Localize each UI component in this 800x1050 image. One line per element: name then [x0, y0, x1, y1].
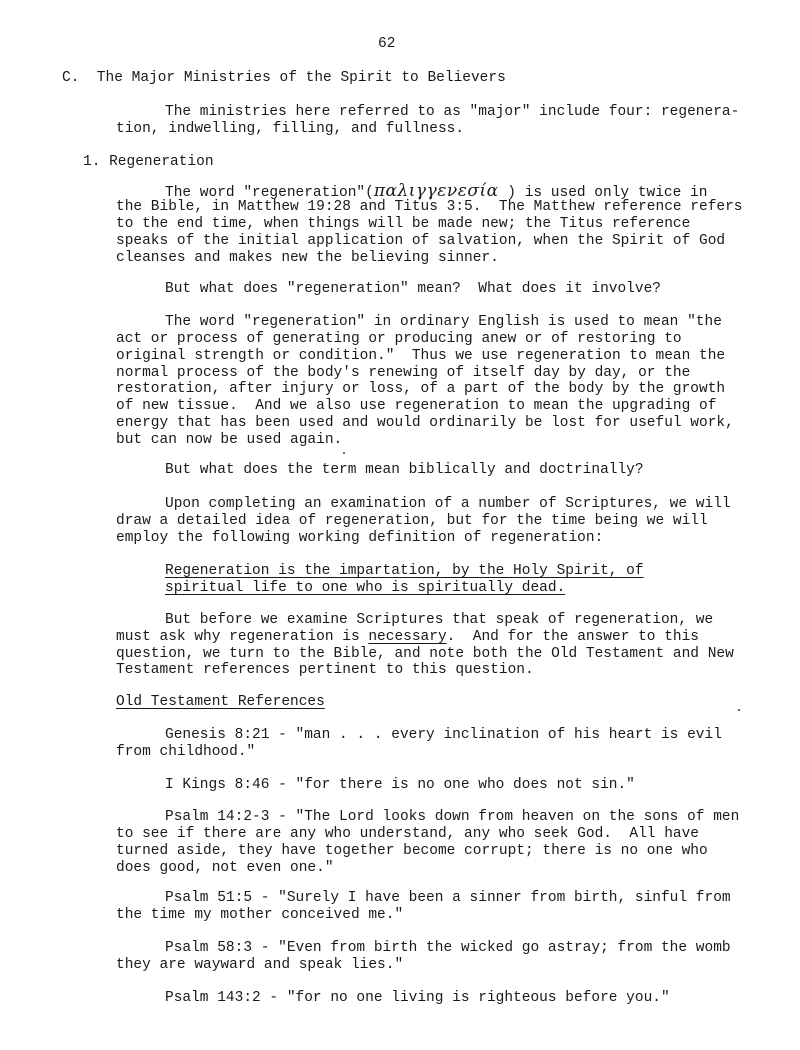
paragraph-word-line-4: speaks of the initial application of salvation, when the Spirit of God	[116, 233, 726, 249]
ref-psalm14-line-2: to see if there are any who understand, any who seek God. All have	[116, 826, 699, 842]
paragraph-upon-line-3: employ the following working definition of regeneration:	[116, 530, 604, 546]
ref-psalm143: Psalm 143:2 - "for no one living is righteous before you."	[165, 990, 670, 1006]
paragraph-before-line-2	[116, 629, 699, 645]
paragraph-upon-line-1: Upon completing an examination of a number of Scriptures, we will	[165, 496, 731, 512]
definition-line-1: Regeneration is the impartation, by the Holy Spirit, of	[165, 563, 644, 579]
paragraph-english-line-1: The word "regeneration" in ordinary English is used to mean "the	[165, 314, 722, 330]
paragraph-word-line-2: the Bible, in Matthew 19:28 and Titus 3:5. The Matthew reference refers	[116, 199, 743, 215]
ref-psalm14-line-1: Psalm 14:2-3 - "The Lord looks down from heaven on the sons of men	[165, 809, 740, 825]
paragraph-before-line-4: Testament references pertinent to this question.	[116, 662, 534, 678]
paragraph-english-line-7: energy that has been used and would ordinarily be lost for useful work,	[116, 415, 734, 431]
ref-psalm58-line-2: they are wayward and speak lies."	[116, 957, 404, 973]
intro-line-2: tion, indwelling, filling, and fullness.	[116, 121, 465, 137]
paragraph-before-pre: must ask why regeneration is	[116, 629, 369, 645]
paragraph-before-post: . And for the answer to this	[446, 629, 700, 645]
paragraph-english-line-4: normal process of the body's renewing of itself day by day, or the	[116, 365, 691, 381]
scan-speck	[738, 709, 740, 711]
definition-line-2: spiritual life to one who is spiritually dead.	[165, 580, 566, 596]
ref-psalm58-line-1: Psalm 58:3 - "Even from birth the wicked go astray; from the womb	[165, 940, 731, 956]
sub-heading-regeneration: 1. Regeneration	[83, 154, 214, 170]
section-heading: C. The Major Ministries of the Spirit to Believers	[62, 70, 506, 86]
page-number: 62	[378, 36, 396, 52]
ref-psalm14-line-4: does good, not even one."	[116, 860, 334, 876]
paragraph-english-line-5: restoration, after injury or loss, of a part of the body by the growth	[116, 381, 726, 397]
paragraph-english-line-2: act or process of generating or producing anew or of restoring to	[116, 331, 682, 347]
ref-psalm51-line-2: the time my mother conceived me."	[116, 907, 404, 923]
paragraph-english-line-3: original strength or condition." Thus we use regeneration to mean the	[116, 348, 726, 364]
ref-psalm14-line-3: turned aside, they have together become corrupt; there is no one who	[116, 843, 708, 859]
ref-kings: I Kings 8:46 - "for there is no one who does not sin."	[165, 777, 635, 793]
ref-genesis-line-1: Genesis 8:21 - "man . . . every inclination of his heart is evil	[165, 727, 722, 743]
paragraph-upon-line-2: draw a detailed idea of regeneration, but for the time being we will	[116, 513, 708, 529]
question-meaning: But what does "regeneration" mean? What does it involve?	[165, 281, 661, 297]
necessary-emphasis: necessary	[368, 629, 447, 645]
paragraph-word-pre: The word "regeneration"(	[165, 185, 374, 201]
paragraph-before-line-1: But before we examine Scriptures that speak of regeneration, we	[165, 612, 714, 628]
question-biblical: But what does the term mean biblically and doctrinally?	[165, 462, 644, 478]
paragraph-english-line-8: but can now be used again.	[116, 432, 343, 448]
ref-genesis-line-2: from childhood."	[116, 744, 256, 760]
scan-speck	[343, 452, 345, 454]
greek-word: παλιγγενεσία	[373, 181, 499, 201]
old-testament-heading: Old Testament References	[116, 694, 325, 710]
paragraph-before-line-3: question, we turn to the Bible, and note both the Old Testament and New	[116, 646, 734, 662]
ref-psalm51-line-1: Psalm 51:5 - "Surely I have been a sinner from birth, sinful from	[165, 890, 731, 906]
paragraph-word-post: ) is used only twice in	[498, 185, 708, 201]
paragraph-english-line-6: of new tissue. And we also use regeneration to mean the upgrading of	[116, 398, 717, 414]
paragraph-word-line-5: cleanses and makes new the believing sinner.	[116, 250, 499, 266]
paragraph-word-line-3: to the end time, when things will be made new; the Titus reference	[116, 216, 691, 232]
intro-line-1: The ministries here referred to as "major" include four: regenera-	[165, 104, 740, 120]
